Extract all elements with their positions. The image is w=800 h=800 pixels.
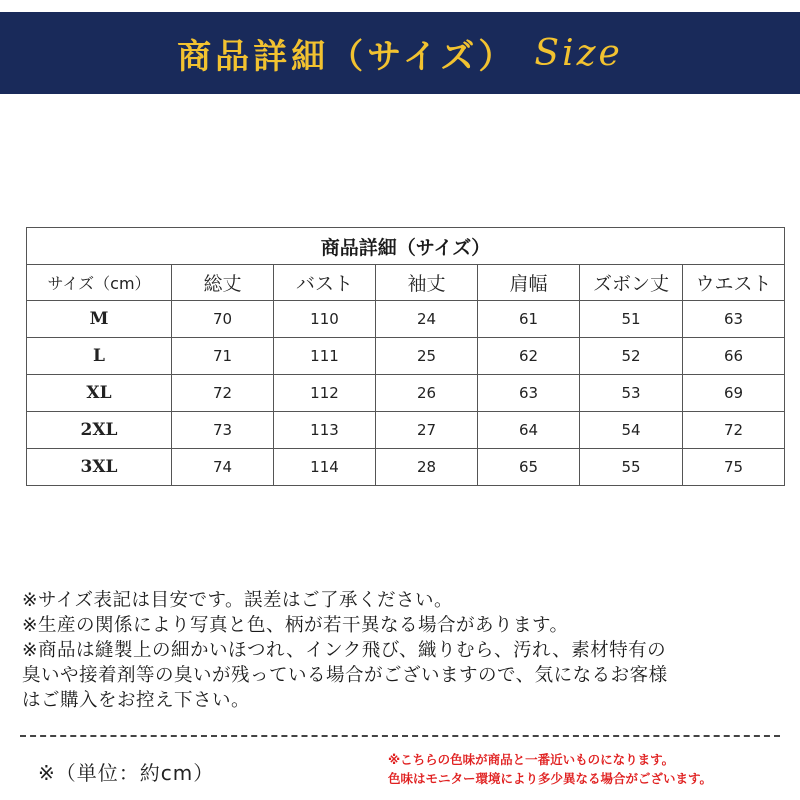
table-cell: 65: [478, 449, 580, 486]
color-note-line: ※こちらの色味が商品と一番近いものになります。: [388, 752, 675, 767]
note-line: 臭いや接着剤等の臭いが残っている場合がございますので、気になるお客様: [22, 665, 668, 686]
table-cell: 63: [478, 375, 580, 412]
note-line: ※サイズ表記は目安です。誤差はご了承ください。: [22, 590, 454, 611]
table-cell: 62: [478, 338, 580, 375]
table-row: [27, 375, 785, 412]
table-cell: 28: [376, 449, 478, 486]
table-cell: 54: [580, 412, 683, 449]
table-cell: 64: [478, 412, 580, 449]
table-cell: 114: [274, 449, 376, 486]
unit-note: ※（単位：約cm）: [38, 761, 215, 785]
table-cell: 51: [580, 301, 683, 338]
size-cell: M: [27, 301, 172, 338]
table-cell: 53: [580, 375, 683, 412]
note-line: ※商品は縫製上の細かいほつれ、インク飛び、織りむら、汚れ、素材特有の: [22, 640, 667, 661]
table-row: [27, 338, 785, 375]
banner-script-title: Size: [534, 32, 623, 74]
table-row: [27, 301, 785, 338]
table-cell: 72: [172, 375, 274, 412]
table-cell: 111: [274, 338, 376, 375]
column-header: ウエスト: [683, 265, 785, 301]
column-header: バスト: [274, 265, 376, 301]
column-header: サイズ（cm）: [27, 265, 172, 301]
size-cell: L: [27, 338, 172, 375]
table-cell: 70: [172, 301, 274, 338]
column-header: ズボン丈: [580, 265, 683, 301]
column-header: 袖丈: [376, 265, 478, 301]
table-cell: 112: [274, 375, 376, 412]
table-cell: 52: [580, 338, 683, 375]
table-cell: 69: [683, 375, 785, 412]
color-note-line: 色味はモニター環境により多少異なる場合がございます。: [388, 771, 713, 786]
size-cell: XL: [27, 375, 172, 412]
table-cell: 72: [683, 412, 785, 449]
table-cell: 71: [172, 338, 274, 375]
size-cell: 3XL: [27, 449, 172, 486]
table-cell: 113: [274, 412, 376, 449]
table-cell: 26: [376, 375, 478, 412]
table-cell: 63: [683, 301, 785, 338]
table-cell: 25: [376, 338, 478, 375]
column-header: 肩幅: [478, 265, 580, 301]
table-cell: 110: [274, 301, 376, 338]
size-table: [26, 227, 785, 486]
table-row: [27, 412, 785, 449]
table-cell: 74: [172, 449, 274, 486]
table-cell: 24: [376, 301, 478, 338]
table-cell: 73: [172, 412, 274, 449]
table-cell: 61: [478, 301, 580, 338]
table-row: [27, 449, 785, 486]
note-line: はご購入をお控え下さい。: [22, 690, 251, 711]
table-cell: 55: [580, 449, 683, 486]
table-caption: 商品詳細（サイズ）: [27, 228, 785, 265]
table-cell: 75: [683, 449, 785, 486]
table-cell: 66: [683, 338, 785, 375]
dashed-divider: [20, 735, 780, 737]
banner-title: 商品詳細（サイズ）: [177, 36, 517, 77]
table-header-row: [27, 265, 785, 301]
column-header: 総丈: [172, 265, 274, 301]
note-line: ※生産の関係により写真と色、柄が若干異なる場合があります。: [22, 615, 569, 636]
color-disclaimer: [388, 750, 712, 788]
header-banner: [0, 12, 800, 94]
size-cell: 2XL: [27, 412, 172, 449]
notes-section: [22, 588, 792, 713]
table-cell: 27: [376, 412, 478, 449]
